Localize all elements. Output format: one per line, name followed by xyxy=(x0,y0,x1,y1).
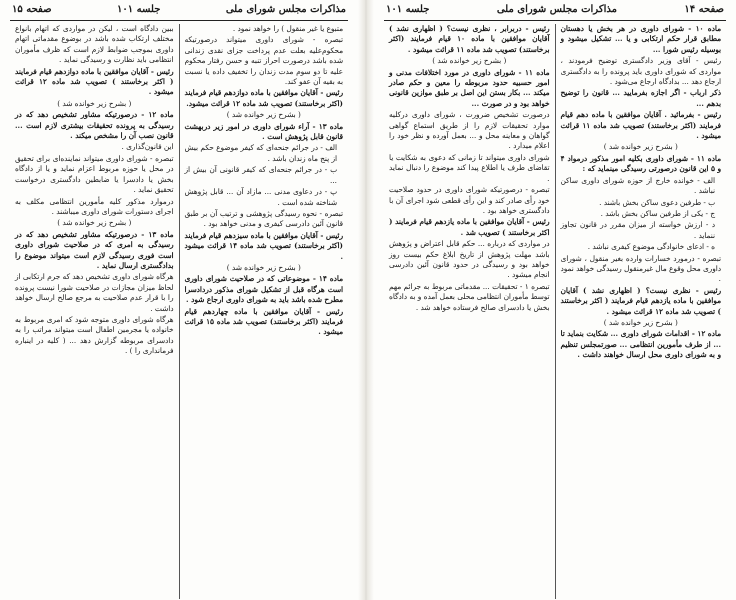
paragraph: ( بشرح زیر خوانده شد ) xyxy=(226,110,301,120)
left-page xyxy=(0,0,360,600)
paragraph: ماده ۱۱ - شورای داوری بکلیه امور مذکور درمواد ۴ و ۵ این قانون درصورتی رسیدگی مینماید که : xyxy=(560,153,721,174)
paragraph: ( بشرح زیر خوانده شد ) xyxy=(57,218,132,228)
paragraph: ماده ۱۰ - شورای داوری در هر بخش یا دهستان مطابق قرار حکم ارتکابی و یا ... تشکیل میشود و بوسیله رئیس شورا ... xyxy=(560,24,721,54)
paragraph: ( بشرح زیر خوانده شد ) xyxy=(432,56,507,66)
right-page-columns xyxy=(384,24,726,599)
paragraph: ماده ۱۲ - درصورتیکه مشاور تشخیص دهد که در رسیدگی به پرونده تحقیقات بیشتری لازم است ... قانون نصب آن را مشخص میکند . xyxy=(15,110,174,141)
left-page-outer-column xyxy=(180,24,349,599)
right-page-session: جلسه ۱۰۱ xyxy=(386,4,430,15)
paragraph: متبوع یا غیر منقول ) را خواهد نمود . xyxy=(232,24,343,33)
right-page-title: مذاکرات مجلس شورای ملی xyxy=(496,4,617,15)
paragraph: درموارد مذکور کلیه مأمورین انتظامی مکلف به اجرای دستورات شورای داوری میباشند . xyxy=(15,196,174,216)
left-page-inner-column xyxy=(10,24,180,599)
paragraph: پ - در دعاوی مدنی ... مازاد آن ... قابل پژوهش شناخته شده است . xyxy=(184,187,337,207)
paragraph: تبصره ۱ - تحقیقات ... مقدماتی مربوط به جرائم مهم توسط مأموران انتظامی محلی بعمل آمده و به دادگاه بخش یا دادسرای صالح فرستاده خواهد شد . xyxy=(389,281,550,312)
paragraph: تبصره - شورای داوری میتواند درصورتیکه محکوم‌علیه بعلت عدم پرداخت جزای نقدی زندانی شده باشد درصورت احراز تنبه و حسن رفتار محکوم علیه تا دو سوم مدت زندان را تخفیف داده یا نسبت به بقیه آن عفو کند. xyxy=(184,35,343,87)
paragraph: ( بشرح زیر خوانده شد ) xyxy=(603,142,678,152)
paragraph: ( بشرح زیر خوانده شد ) xyxy=(603,317,678,327)
paragraph: ماده ۱۳ - درصورتیکه مشاور تشخیص دهد که در رسیدگی به امری که در صلاحیت شورای داوری است فوری رسیدگی لازم است میتواند موضوع را بدادگستری ارسال نماید . xyxy=(15,229,174,270)
paragraph: ( بشرح زیر خوانده شد ) xyxy=(226,262,301,272)
paragraph: در مواردی که درباره ... حکم قابل اعتراض و پژوهش باشد مهلت پژوهش از تاریخ ابلاغ حکم بیست روز خواهد بود و رسیدگی در حدود قانون آئین دادرسی انجام میشود . xyxy=(389,239,550,280)
paragraph: ذکر ارباب - اگر اجازه بفرمایید ... قانون را توضیح بدهم ... xyxy=(560,88,721,108)
paragraph: ب - طرفین دعوی ساکن بخش باشند . xyxy=(599,197,715,207)
paragraph: رئیس - آقای وزیر دادگستری توضیح فرمودند ، مواردی که شورای داوری باید پرونده را به دادگستری ارجاع دهد ... بدادگاه ارجاع می‌شود . xyxy=(560,56,721,87)
paragraph: شورای داوری میتواند تا زمانی که دعوی به شکایت یا تقاضای طرف یا اطلاع پیدا کند موضوع را دنبال نماید . xyxy=(389,152,550,183)
right-page-number: صفحه ۱۴ xyxy=(684,4,724,15)
paragraph: تبصره - نحوه رسیدگی پژوهشی و ترتیب آن بر طبق قانون آئین دادرسی کیفری و مدنی خواهد بود . xyxy=(184,208,343,229)
paragraph: ماده ۱۱ - شورای داوری در مورد اختلافات مدنی و امور حسبیه حدود مربوطه را معین و حکم صادر میکند ... بکار بستن این اصل بر طبق موازین قانونی خواهد بود و در صورت ... xyxy=(389,67,550,108)
left-page-columns xyxy=(10,24,348,599)
right-page-header xyxy=(384,4,726,21)
paragraph: هرگاه شورای داوری متوجه شود که امری مربوط به خانواده یا مجرمین اطفال است میتواند مراتب را به دادسرای مربوطه گزارش دهد ... ( کلیه در اینباره فرمانداری را ) . xyxy=(15,314,174,356)
paragraph: این قانون‌گذاری . xyxy=(121,142,174,152)
paragraph: ماده ۱۴ - موضوعاتی که در صلاحیت شورای داوری است هرگاه قبل از تشکیل شورای مذکور دردادسرا مطرح شده باشد باید به شورای داوری ارجاع شود . xyxy=(184,274,343,305)
paragraph: تبصره - درمورد خسارات وارده بغیر منقول ، شورای داوری محل وقوع مال غیرمنقول رسیدگی خواهد نمود . xyxy=(560,253,721,284)
paragraph: رئیس - آقایان موافقین با ماده یازدهم قیام فرمایند ( اکثر برخاستند ) تصویب شد . xyxy=(389,217,550,237)
paragraph: ب - در جرائم جنحه‌ای که کیفر قانونی آن بیش از ... xyxy=(184,165,337,185)
left-page-number: صفحه ۱۵ xyxy=(12,4,52,15)
paragraph: ه - ادعای خانوادگی موضوع کیفری نباشد . xyxy=(587,242,715,252)
paragraph: ماده ۱۳ - آراء شورای داوری در امور زیر دربهشت قانون قابل پژوهش است . xyxy=(184,121,343,142)
paragraph: رئیس - آقایان موافقین با ماده دوازدهم قیام فرمایند (اکثر برخاستند) تصویب شد ماده ۱۲ قرائت میشود. xyxy=(184,88,343,108)
paragraph: ماده ۱۲ - اقدامات شورای داوری ... شکایت بنماید تا ... از طرف مأمورین انتظامی ... صورتمجلس تنظیم و به شورای داوری محل ارسال خواهند داشت . xyxy=(560,329,721,360)
right-page-inner-column xyxy=(384,24,556,599)
paragraph: درصورت تشخیص ضرورت ، شورای داوری درکلیه موارد تحقیقات لازم را از طریق استماع گواهی گواهان و معاینه محل و ... بعمل آورده و نظر خود را اعلام میدارد . xyxy=(389,110,550,151)
paragraph: رئیس - آقایان موافقین با ماده چهاردهم قیام فرمایند (اکثر برخاستند) تصویب شد ماده ۱۵ قرائت میشود . xyxy=(184,306,343,337)
paragraph: رئیس - آقایان موافقین با ماده دوازدهم قیام فرمایند ( اکثر برخاستند ) تصویب شد ماده ۱۲ قرائت میشود . xyxy=(15,66,174,97)
left-page-session: جلسه ۱۰۱ xyxy=(117,4,161,15)
paragraph: ج - یکی از طرفین ساکن بخش باشد . xyxy=(600,208,715,218)
right-page xyxy=(372,0,736,600)
paragraph: الف - در جرائم جنحه‌ای که کیفر موضوع حکم بیش از پنج ماه زندان باشد . xyxy=(184,143,337,163)
paragraph: رئیس - نظری نیست؟ ( اظهاری نشد ) آقایان موافقین با ماده یازدهم قیام فرمایند ( اکثر برخاستند ) تصویب شد ماده ۱۲ قرائت میشود . xyxy=(560,285,721,316)
paragraph: د - ارزش خواسته از میزان مقرر در قانون تجاوز ننماید . xyxy=(560,220,715,240)
paragraph: رئیس - آقایان موافقین با ماده سیزدهم قیام فرمایند (اکثر برخاستند) تصویب شد ماده ۱۴ قرائت میشود . xyxy=(184,230,343,261)
right-page-outer-column xyxy=(556,24,727,599)
left-page-header xyxy=(10,4,348,21)
paragraph: هرگاه شورای داوری تشخیص دهد که جرم ارتکابی از لحاظ میزان مجازات در صلاحیت شورا نیست پرونده را با قرار عدم صلاحیت به مرجع صالح ارسال خواهد داشت . xyxy=(15,272,174,313)
paragraph: تبصره - درصورتیکه شورای داوری در حدود صلاحیت خود رأی صادر کند و این رأی قطعی شود اجرای آن با دادگستری خواهد بود . xyxy=(389,185,550,215)
paragraph: ببین دادگاه است ، لیکن در مواردی که اتهام بانواع مختلف ارتکاب شده باشد در بوضوع مقدماتی اتهام داوری بموجب ضوابط لازم است که ظرف مأموران انتظامی باید نظارت و رسیدگی نماید . xyxy=(15,24,174,65)
paragraph: رئیس - دربرابر ، نظری نیست؟ ( اظهاری نشد ) آقایان موافقین با ماده ۱۰ قیام فرمایند (اکثر برخاستند) تصویب شد ماده ۱۱ قرائت میشود . xyxy=(389,24,550,54)
paragraph: الف - خوانده خارج از حوزه شورای داوری ساکن نباشد . xyxy=(560,175,715,196)
left-page-title: مذاکرات مجلس شورای ملی xyxy=(225,4,346,15)
paragraph: ( بشرح زیر خوانده شد ) xyxy=(57,98,132,108)
paragraph: رئیس - بفرمائید . آقایان موافقین با ماده دهم قیام فرمایند (اکثر برخاستند) تصویب شد ماده ۱۱ قرائت میشود . xyxy=(560,110,721,141)
paragraph: تبصره - شورای داوری میتواند نماینده‌ای برای تحقیق در محل یا حوزه مربوط اعزام نماید و یا از دادگاه بخش یا دادسرا یا ضابطین دادگستری درخواست تحقیق نماید . xyxy=(15,153,174,195)
